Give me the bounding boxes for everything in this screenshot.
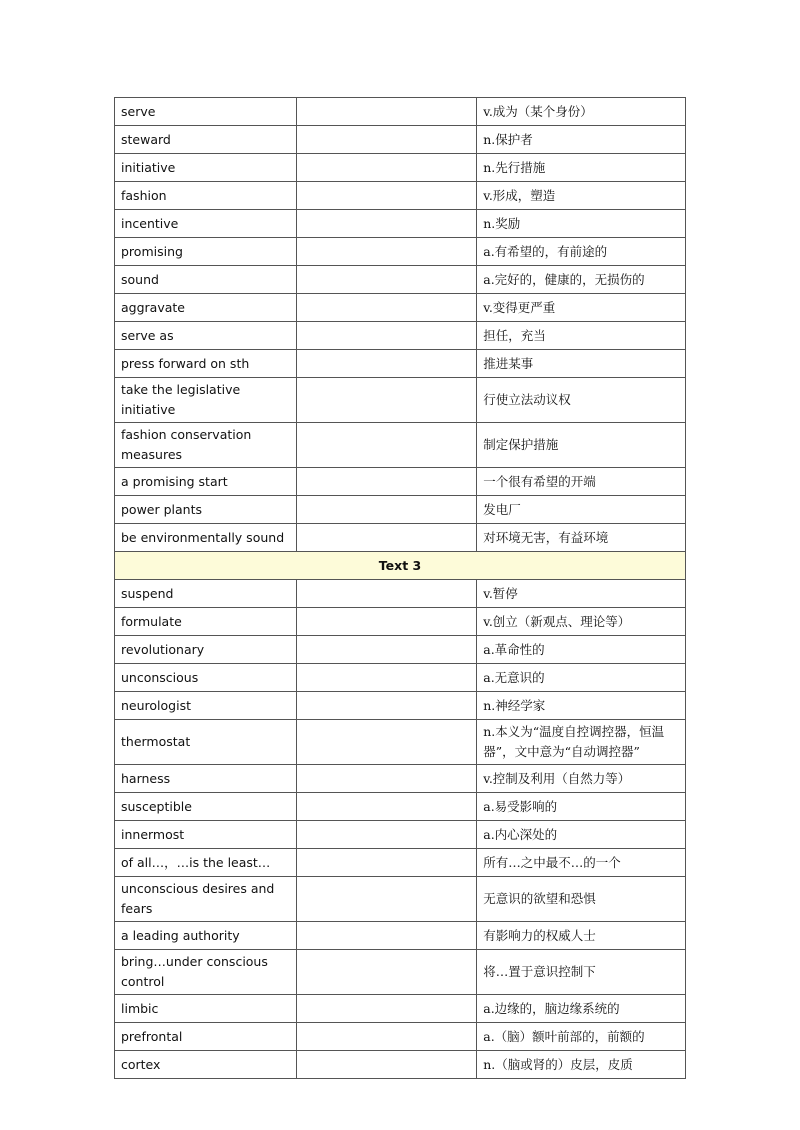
word-cell: thermostat	[115, 720, 297, 765]
word-cell: of all…，…is the least…	[115, 849, 297, 877]
table-row	[115, 922, 686, 950]
blank-cell	[296, 877, 477, 922]
blank-cell	[296, 720, 477, 765]
meaning-cell: 有影响力的权威人士	[477, 922, 686, 950]
table-row	[115, 821, 686, 849]
table-row	[115, 995, 686, 1023]
word-cell: initiative	[115, 154, 297, 182]
table-row	[115, 154, 686, 182]
blank-cell	[296, 849, 477, 877]
meaning-cell: a.无意识的	[477, 664, 686, 692]
word-cell: fashion	[115, 182, 297, 210]
word-cell: prefrontal	[115, 1023, 297, 1051]
table-row	[115, 423, 686, 468]
blank-cell	[296, 793, 477, 821]
word-cell: limbic	[115, 995, 297, 1023]
word-cell: neurologist	[115, 692, 297, 720]
meaning-cell: 所有…之中最不…的一个	[477, 849, 686, 877]
word-cell: susceptible	[115, 793, 297, 821]
table-row	[115, 692, 686, 720]
meaning-cell: v.成为（某个身份）	[477, 98, 686, 126]
table-row	[115, 210, 686, 238]
table-row	[115, 849, 686, 877]
word-cell: serve as	[115, 322, 297, 350]
table-row	[115, 1023, 686, 1051]
table-row	[115, 468, 686, 496]
section-header-row	[115, 552, 686, 580]
meaning-cell: 推进某事	[477, 350, 686, 378]
word-cell: steward	[115, 126, 297, 154]
table-row	[115, 636, 686, 664]
meaning-cell: n.本义为“温度自控调控器，恒温器”，文中意为“自动调控器”	[477, 720, 686, 765]
blank-cell	[296, 950, 477, 995]
word-cell: promising	[115, 238, 297, 266]
table-row	[115, 765, 686, 793]
meaning-cell: 制定保护措施	[477, 423, 686, 468]
blank-cell	[296, 608, 477, 636]
blank-cell	[296, 580, 477, 608]
blank-cell	[296, 322, 477, 350]
meaning-cell: 发电厂	[477, 496, 686, 524]
meaning-cell: a.边缘的，脑边缘系统的	[477, 995, 686, 1023]
meaning-cell: v.控制及利用（自然力等）	[477, 765, 686, 793]
meaning-cell: v.暂停	[477, 580, 686, 608]
meaning-cell: a.革命性的	[477, 636, 686, 664]
vocabulary-table	[114, 97, 686, 1079]
table-row	[115, 98, 686, 126]
word-cell: unconscious desires and fears	[115, 877, 297, 922]
meaning-cell: 一个很有希望的开端	[477, 468, 686, 496]
table-row	[115, 238, 686, 266]
table-row	[115, 1051, 686, 1079]
word-cell: innermost	[115, 821, 297, 849]
blank-cell	[296, 995, 477, 1023]
word-cell: a leading authority	[115, 922, 297, 950]
table-row	[115, 608, 686, 636]
meaning-cell: 无意识的欲望和恐惧	[477, 877, 686, 922]
meaning-cell: 行使立法动议权	[477, 378, 686, 423]
blank-cell	[296, 636, 477, 664]
word-cell: aggravate	[115, 294, 297, 322]
table-row	[115, 720, 686, 765]
table-row	[115, 580, 686, 608]
table-row	[115, 378, 686, 423]
blank-cell	[296, 524, 477, 552]
word-cell: suspend	[115, 580, 297, 608]
word-cell: cortex	[115, 1051, 297, 1079]
blank-cell	[296, 821, 477, 849]
table-row	[115, 182, 686, 210]
word-cell: press forward on sth	[115, 350, 297, 378]
blank-cell	[296, 98, 477, 126]
blank-cell	[296, 182, 477, 210]
word-cell: be environmentally sound	[115, 524, 297, 552]
word-cell: formulate	[115, 608, 297, 636]
blank-cell	[296, 1051, 477, 1079]
meaning-cell: n.神经学家	[477, 692, 686, 720]
meaning-cell: v.变得更严重	[477, 294, 686, 322]
blank-cell	[296, 154, 477, 182]
word-cell: unconscious	[115, 664, 297, 692]
meaning-cell: 将…置于意识控制下	[477, 950, 686, 995]
word-cell: take the legislative initiative	[115, 378, 297, 423]
table-row	[115, 496, 686, 524]
meaning-cell: n.奖励	[477, 210, 686, 238]
blank-cell	[296, 496, 477, 524]
blank-cell	[296, 765, 477, 793]
table-row	[115, 294, 686, 322]
table-row	[115, 524, 686, 552]
meaning-cell: n.（脑或肾的）皮层，皮质	[477, 1051, 686, 1079]
table-row	[115, 322, 686, 350]
blank-cell	[296, 378, 477, 423]
meaning-cell: n.保护者	[477, 126, 686, 154]
blank-cell	[296, 294, 477, 322]
table-row	[115, 266, 686, 294]
meaning-cell: a.完好的，健康的，无损伤的	[477, 266, 686, 294]
blank-cell	[296, 922, 477, 950]
word-cell: a promising start	[115, 468, 297, 496]
table-row	[115, 126, 686, 154]
word-cell: fashion conservation measures	[115, 423, 297, 468]
meaning-cell: v.创立（新观点、理论等）	[477, 608, 686, 636]
blank-cell	[296, 126, 477, 154]
meaning-cell: 对环境无害，有益环境	[477, 524, 686, 552]
word-cell: harness	[115, 765, 297, 793]
meaning-cell: a.（脑）额叶前部的，前额的	[477, 1023, 686, 1051]
table-row	[115, 877, 686, 922]
blank-cell	[296, 1023, 477, 1051]
word-cell: sound	[115, 266, 297, 294]
section-title: Text 3	[115, 552, 686, 580]
meaning-cell: a.内心深处的	[477, 821, 686, 849]
word-cell: revolutionary	[115, 636, 297, 664]
meaning-cell: n.先行措施	[477, 154, 686, 182]
blank-cell	[296, 210, 477, 238]
table-row	[115, 950, 686, 995]
word-cell: bring…under conscious control	[115, 950, 297, 995]
blank-cell	[296, 468, 477, 496]
blank-cell	[296, 266, 477, 294]
table-row	[115, 793, 686, 821]
blank-cell	[296, 238, 477, 266]
blank-cell	[296, 423, 477, 468]
blank-cell	[296, 664, 477, 692]
word-cell: incentive	[115, 210, 297, 238]
meaning-cell: v.形成，塑造	[477, 182, 686, 210]
blank-cell	[296, 350, 477, 378]
table-row	[115, 350, 686, 378]
table-row	[115, 664, 686, 692]
meaning-cell: a.易受影响的	[477, 793, 686, 821]
blank-cell	[296, 692, 477, 720]
meaning-cell: a.有希望的，有前途的	[477, 238, 686, 266]
meaning-cell: 担任，充当	[477, 322, 686, 350]
word-cell: serve	[115, 98, 297, 126]
word-cell: power plants	[115, 496, 297, 524]
